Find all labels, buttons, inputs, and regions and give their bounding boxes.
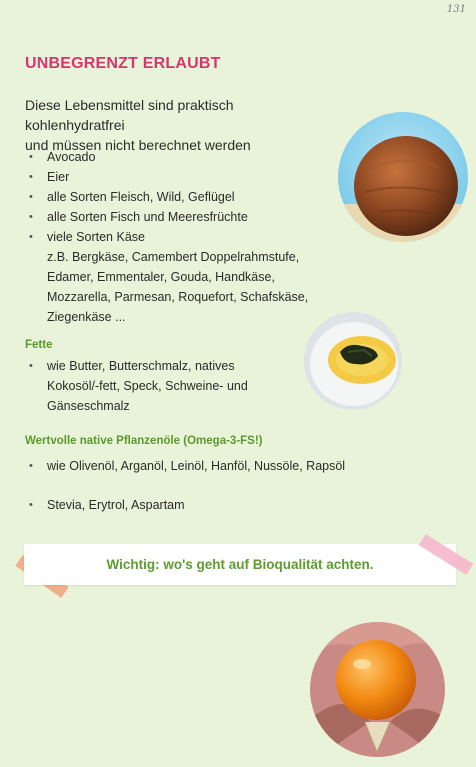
cheese-examples-line-3: Mozzarella, Parmesan, Roquefort, Schafskäse,: [47, 290, 309, 304]
fette-line-2: Kokosöl/-fett, Speck, Schweine- und: [47, 379, 248, 393]
bio-quality-banner: [24, 544, 456, 585]
banner-text: Wichtig: wo's geht auf Bioqualität achten.: [106, 557, 374, 572]
cheese-examples-line-2: Edamer, Emmentaler, Gouda, Handkäse,: [47, 270, 275, 284]
list-item-fette: [25, 356, 305, 416]
oils-list: [25, 456, 365, 476]
cheese-examples-line-1: z.B. Bergkäse, Camembert Doppelrahmstufe,: [47, 250, 300, 264]
allowed-foods-list: [25, 147, 325, 327]
physalis-photo: [310, 622, 445, 757]
list-item-meat: • alle Sorten Fleisch, Wild, Geflügel: [25, 187, 325, 207]
page-title: UNBEGRENZT ERLAUBT: [25, 55, 221, 72]
oils-heading: Wertvolle native Pflanzenöle (Omega-3-FS!): [25, 435, 263, 447]
list-item-oils: • wie Olivenöl, Arganöl, Leinöl, Hanföl, Nussöle, Rapsöl: [25, 456, 365, 476]
list-item-fish: • alle Sorten Fisch und Meeresfrüchte: [25, 207, 325, 227]
intro-line-2: und müssen nicht berechnet werden: [25, 137, 251, 153]
intro-line-1: Diese Lebensmittel sind praktisch kohlenhydratfrei: [25, 97, 234, 133]
fette-heading: Fette: [25, 339, 53, 351]
cheese-examples-line-4: Ziegenkäse ...: [47, 310, 126, 324]
list-item-sweeteners: • Stevia, Erytrol, Aspartam: [25, 495, 325, 515]
list-item-eggs: • Eier: [25, 167, 325, 187]
list-item-avocado: • Avocado: [25, 147, 325, 167]
sweeteners-list: [25, 495, 325, 515]
fette-line-1: wie Butter, Butterschmalz, natives: [47, 359, 235, 373]
intro-text: [25, 95, 325, 155]
list-item-cheese: • viele Sorten Käse: [25, 227, 325, 247]
fette-line-3: Gänseschmalz: [47, 399, 130, 413]
page-number: 131: [446, 4, 466, 15]
fette-list: [25, 356, 305, 416]
egg-photo: [304, 312, 402, 410]
coconut-photo: [338, 112, 468, 242]
